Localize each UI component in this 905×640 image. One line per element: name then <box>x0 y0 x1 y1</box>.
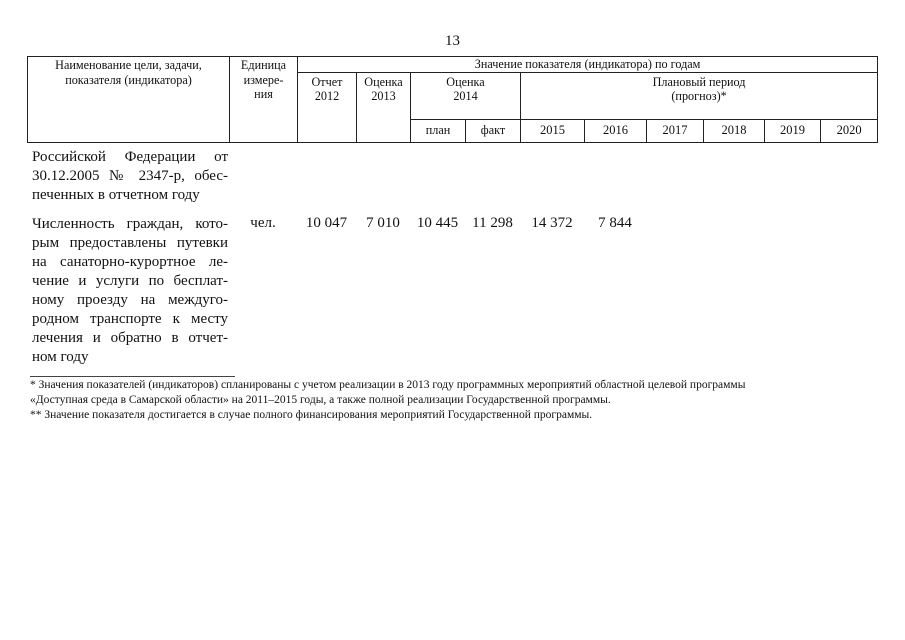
footnote-line: * Значения показателей (индикаторов) спланированы с учетом реализации в 2013 году программных мероприятий областной целевой программы <box>30 379 746 391</box>
header-values-title: Значение показателя (индикатора) по годам <box>298 57 878 73</box>
header-unit-line: ния <box>254 87 273 102</box>
row-name-line: печенных в отчетном году <box>32 187 200 203</box>
header-report-label: Отчет <box>311 74 343 89</box>
row-value-fact-2014: 11 298 <box>472 215 513 231</box>
header-plan: план <box>411 119 466 142</box>
table-row-indicator-name <box>32 215 228 367</box>
header-estimate-label: Оценка <box>446 74 485 89</box>
indicator-table-header <box>27 56 878 143</box>
header-estimate-year: 2014 <box>453 89 478 104</box>
page-number: 13 <box>445 33 460 49</box>
row-name-line: рым предоставлены путевки <box>32 235 228 251</box>
footnote-separator <box>30 376 235 377</box>
row-name-line: чение и услуги по бесплат- <box>32 273 228 289</box>
header-estimate-label: Оценка <box>364 74 403 89</box>
row-unit: чел. <box>250 215 276 231</box>
row-value-estimate-2013: 7 010 <box>366 215 400 231</box>
header-estimate-2013 <box>357 72 411 142</box>
header-name-column <box>28 57 230 143</box>
table-row-continuation-name <box>32 148 228 205</box>
header-name-line: Наименование цели, задачи, <box>55 58 202 72</box>
footnote-line: «Доступная среда в Самарской области» на 2011–2015 годы, а также полной реализации Государственной программы. <box>30 394 611 406</box>
header-estimate-year: 2013 <box>371 89 396 104</box>
row-name-line: 30.12.2005 № 2347-р, обес- <box>32 168 228 184</box>
header-estimate-2014 <box>411 72 521 119</box>
header-fact: факт <box>466 119 521 142</box>
header-year-2019: 2019 <box>765 119 821 142</box>
header-name-line: показателя (индикатора) <box>65 72 192 87</box>
header-planned-label: Плановый период <box>652 74 746 89</box>
row-value-plan-2014: 10 445 <box>416 215 459 231</box>
footnote-line: ** Значение показателя достигается в случае полного финансирования мероприятий Государственной программы. <box>30 409 593 421</box>
header-unit-line: измере- <box>243 72 284 87</box>
footnotes <box>30 378 890 423</box>
row-name-line: Российской Федерации от <box>32 149 228 165</box>
row-name-line: родном транспорте к месту <box>32 311 228 327</box>
row-name-line: лечения и обратно в отчет- <box>32 330 228 346</box>
header-year-2015: 2015 <box>521 119 585 142</box>
header-unit-line: Единица <box>240 58 287 72</box>
header-forecast-label: (прогноз)* <box>671 89 727 104</box>
header-report-year: 2012 <box>314 89 340 104</box>
row-value-2016: 7 844 <box>598 215 632 231</box>
row-name-line: ном году <box>32 349 89 365</box>
row-name-line: Численность граждан, кото- <box>32 216 228 232</box>
header-year-2017: 2017 <box>647 119 704 142</box>
row-name-line: ному проезду на междуго- <box>32 292 228 308</box>
header-planned-period <box>521 72 878 119</box>
row-value-2015: 14 372 <box>531 215 573 231</box>
row-value-report-2012: 10 047 <box>305 215 348 231</box>
header-unit-column <box>230 57 298 143</box>
row-name-line: на санаторно-курортное ле- <box>32 254 228 270</box>
header-year-2020: 2020 <box>821 119 878 142</box>
header-year-2018: 2018 <box>704 119 765 142</box>
header-report-2012 <box>298 72 357 142</box>
header-year-2016: 2016 <box>585 119 647 142</box>
